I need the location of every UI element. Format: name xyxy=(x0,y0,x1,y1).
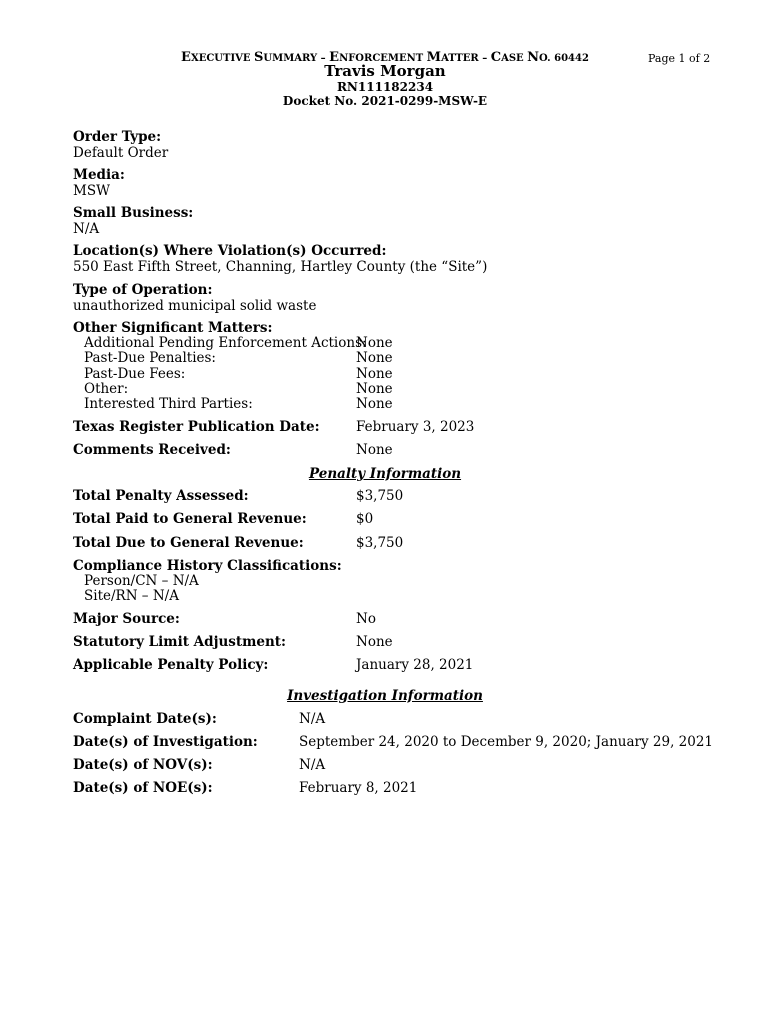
paid-revenue-row xyxy=(73,512,713,528)
compliance-history-label: Compliance History Classifications: xyxy=(73,558,342,574)
matter-value: None xyxy=(356,396,393,412)
title-fragment: M xyxy=(426,50,442,65)
statutory-limit-row xyxy=(73,635,713,651)
title-fragment: E xyxy=(329,50,340,65)
title-fragment: ASE xyxy=(501,53,528,64)
nov-date-value: N/A xyxy=(299,757,326,773)
paid-revenue-value: $0 xyxy=(356,511,374,527)
operation-type-label: Type of Operation: xyxy=(73,282,213,298)
statutory-limit-value: None xyxy=(356,634,393,650)
respondent-name: Travis Morgan xyxy=(324,62,446,80)
small-business-value: N/A xyxy=(73,220,100,237)
penalty-policy-value: January 28, 2021 xyxy=(356,657,474,673)
small-business-label: Small Business: xyxy=(73,205,194,221)
major-source-row xyxy=(73,612,713,628)
noe-date-value: February 8, 2021 xyxy=(299,780,418,796)
title-fragment: C xyxy=(490,50,502,65)
order-type-value: Default Order xyxy=(73,144,169,161)
title-fragment: E xyxy=(181,50,191,65)
complaint-date-value: N/A xyxy=(299,711,326,727)
nov-date-label: Date(s) of NOV(s): xyxy=(73,757,213,773)
investigation-dates-row xyxy=(73,735,713,751)
matter-label: Other: xyxy=(84,381,129,397)
matter-label: Additional Pending Enforcement Actions: xyxy=(84,335,367,351)
penalty-policy-label: Applicable Penalty Policy: xyxy=(73,657,269,673)
title-fragment: NFORCEMENT xyxy=(339,53,427,64)
major-source-value: No xyxy=(356,611,376,627)
investigation-dates-value: September 24, 2020 to December 9, 2020; January 29, 2021 xyxy=(299,734,714,750)
regulated-entity-number: RN111182234 xyxy=(336,80,434,94)
title-fragment: ATTER – xyxy=(441,53,491,64)
matter-value: None xyxy=(356,366,393,382)
title-fragment: S xyxy=(254,50,264,65)
comments-row xyxy=(73,443,713,459)
register-date-label: Texas Register Publication Date: xyxy=(73,419,320,435)
comments-value: None xyxy=(356,442,393,458)
penalty-assessed-row xyxy=(73,489,713,505)
investigation-dates-label: Date(s) of Investigation: xyxy=(73,734,258,750)
register-date-value: February 3, 2023 xyxy=(356,419,475,435)
paid-revenue-label: Total Paid to General Revenue: xyxy=(73,511,307,527)
penalty-assessed-value: $3,750 xyxy=(356,488,404,504)
matter-label: Interested Third Parties: xyxy=(84,396,253,412)
due-revenue-label: Total Due to General Revenue: xyxy=(73,535,304,551)
complaint-date-row xyxy=(73,712,713,728)
title-fragment: N xyxy=(527,50,540,65)
matter-value: None xyxy=(356,335,393,351)
noe-date-label: Date(s) of NOE(s): xyxy=(73,780,213,796)
comments-label: Comments Received: xyxy=(73,442,231,458)
title-fragment: XECUTIVE xyxy=(190,53,255,64)
title-fragment: O. 60442 xyxy=(539,53,589,64)
page-number: Page 1 of 2 xyxy=(648,52,711,65)
small-business-field xyxy=(73,206,713,237)
matter-label: Past-Due Fees: xyxy=(84,366,186,382)
location-value: 550 East Fifth Street, Channing, Hartley County (the “Site”) xyxy=(73,258,488,275)
penalty-section-title: Penalty Information xyxy=(308,466,462,482)
due-revenue-value: $3,750 xyxy=(356,535,404,551)
order-type-label: Order Type: xyxy=(73,129,162,145)
noe-date-row xyxy=(73,781,713,797)
penalty-assessed-label: Total Penalty Assessed: xyxy=(73,488,249,504)
compliance-classification: Person/CN – N/A xyxy=(84,573,199,589)
location-field xyxy=(73,244,713,275)
penalty-policy-row xyxy=(73,658,713,674)
media-field xyxy=(73,168,713,199)
order-type-field xyxy=(73,130,713,161)
investigation-section-title: Investigation Information xyxy=(287,688,483,704)
statutory-limit-label: Statutory Limit Adjustment: xyxy=(73,634,287,650)
other-matters-label: Other Significant Matters: xyxy=(73,320,273,336)
due-revenue-row xyxy=(73,536,713,552)
docket-number: Docket No. 2021-0299-MSW-E xyxy=(282,94,488,108)
matter-label: Past-Due Penalties: xyxy=(84,350,216,366)
media-value: MSW xyxy=(73,182,110,199)
matter-value: None xyxy=(356,381,393,397)
operation-type-field xyxy=(73,283,713,314)
location-label: Location(s) Where Violation(s) Occurred: xyxy=(73,243,387,259)
nov-date-row xyxy=(73,758,713,774)
title-fragment: UMMARY – xyxy=(263,53,330,64)
major-source-label: Major Source: xyxy=(73,611,180,627)
operation-type-value: unauthorized municipal solid waste xyxy=(73,297,317,314)
matter-value: None xyxy=(356,350,393,366)
media-label: Media: xyxy=(73,167,125,183)
complaint-date-label: Complaint Date(s): xyxy=(73,711,217,727)
register-date-row xyxy=(73,420,713,436)
compliance-classification: Site/RN – N/A xyxy=(84,588,179,604)
